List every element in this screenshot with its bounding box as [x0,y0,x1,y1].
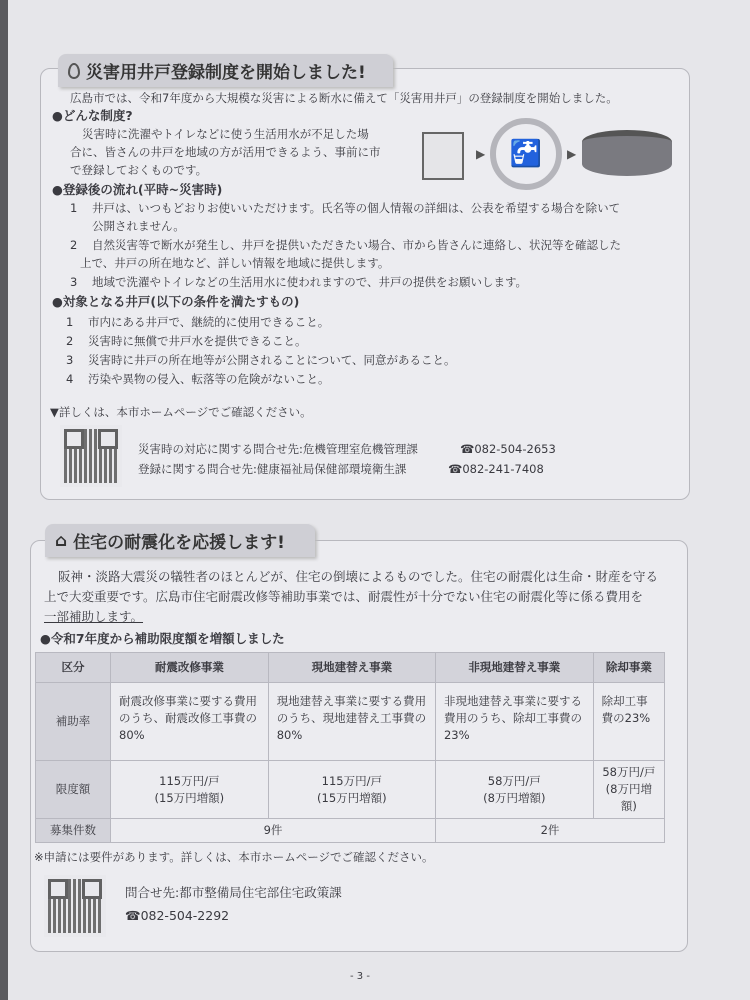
house-illustration [422,132,464,180]
list-item: 自然災害等で断水が発生し、井戸を提供いただきたい場合、市から皆さんに連絡し、状況等を確認した [92,238,621,252]
list-item: 市内にある井戸で、継続的に使用できること。 [88,315,330,329]
contact-label: 問合せ先:都市整備局住宅部住宅政策課 [125,885,342,900]
contact-label: 災害時の対応に関する問合せ先:危機管理室危機管理課 [138,442,418,456]
list-item: 汚染や異物の侵入、転落等の危険がないこと。 [88,372,330,386]
house-icon: ⌂ [55,530,68,551]
list-number: 2 [66,334,74,348]
table-cell: 9件 [111,819,436,843]
list-number: 3 [66,353,74,367]
table-cell [593,761,664,819]
table-cell [111,761,269,819]
table-cell: 非現地建替え事業に要する費用のうち、除却工事費の23% [435,683,593,761]
list-number: 4 [66,372,74,386]
list-number: 1 [70,201,78,215]
row-header: 募集件数 [36,819,111,843]
section-title: 災害用井戸登録制度を開始しました! [86,63,366,83]
limit-amount: 58万円/戸 [487,773,541,788]
limit-increase: (8万円増額) [483,790,546,805]
column-header: 区分 [36,653,111,683]
sub-heading: ●令和7年度から補助限度額を増額しました [40,631,285,646]
table-cell: 除却工事費の23% [593,683,664,761]
row-header: 限度額 [36,761,111,819]
table-row [36,683,665,761]
what-text: で登録しておくものです。 [70,163,208,177]
limit-amount: 115万円/戸 [321,773,382,788]
qr-code[interactable] [60,425,122,487]
table-cell [435,761,593,819]
list-item: 災害時に井戸の所在地等が公開されることについて、同意があること。 [88,353,456,367]
table-cell: 2件 [435,819,664,843]
table-cell: 現地建替え事業に要する費用のうち、現地建替え工事費の80% [268,683,435,761]
intro-text: 広島市では、令和7年度から大規模な災害による断水に備えて「災害用井戸」の登録制度を開始しました。 [70,91,618,105]
water-drop-icon [68,63,80,79]
body-text: 一部補助します。 [44,609,144,624]
arrow-icon: ▶ [476,147,486,161]
qr-code[interactable] [44,875,106,937]
application-note: ※申請には要件があります。詳しくは、本市ホームページでご確認ください。 [34,850,434,864]
list-number: 2 [70,238,78,252]
subsidy-table [35,652,665,843]
list-item: 地域で洗濯やトイレなどの生活用水に使われますので、井戸の提供をお願いします。 [92,275,528,289]
section-title: 住宅の耐震化を応援します! [73,533,285,553]
list-item: 井戸は、いつもどおりお使いいただけます。氏名等の個人情報の詳細は、公表を希望する場合を除いて [92,201,621,215]
details-link[interactable]: ▼詳しくは、本市ホームページでご確認ください。 [50,405,312,419]
contact-phone: ☎082-504-2292 [125,908,230,923]
table-header-row [36,653,665,683]
list-number: 1 [66,315,74,329]
column-header: 現地建替え事業 [268,653,435,683]
row-header: 補助率 [36,683,111,761]
earthquake-retrofit-title [45,524,315,557]
well-icon [582,130,672,176]
contact-label: 登録に関する問合せ先:健康福祉局保健部環境衛生課 [138,462,407,476]
table-cell: 耐震改修事業に要する費用のうち、耐震改修工事費の80% [111,683,269,761]
what-text: 合に、皆さんの井戸を地域の方が活用できるよう、事前に市 [70,145,381,159]
list-number: 3 [70,275,78,289]
table-row [36,819,665,843]
limit-increase: (8万円増額) [605,782,652,813]
column-header: 非現地建替え事業 [435,653,593,683]
list-item: 災害時に無償で井戸水を提供できること。 [88,334,307,348]
column-header: 耐震改修事業 [111,653,269,683]
column-header: 除却事業 [593,653,664,683]
well-registration-title [58,54,393,87]
table-row [36,761,665,819]
what-heading: ●どんな制度? [52,108,133,123]
limit-increase: (15万円増額) [317,790,387,805]
contact-phone: ☎082-504-2653 [460,442,556,456]
list-item: 上で、井戸の所在地など、詳しい情報を地域に提供します。 [80,256,390,270]
arrow-icon: ▶ [567,147,577,161]
limit-amount: 58万円/戸 [602,765,656,779]
contact-phone: ☎082-241-7408 [448,462,544,476]
page-number: - 3 - [350,971,370,982]
body-text: 上で大変重要です。広島市住宅耐震改修等補助事業では、耐震性が十分でない住宅の耐震化等に係る費用を [44,589,644,604]
target-heading: ●対象となる井戸(以下の条件を満たすもの) [52,294,300,309]
flow-heading: ●登録後の流れ(平時~災害時) [52,182,223,197]
table-cell [268,761,435,819]
no-water-faucet-icon: 🚰 [490,118,562,190]
what-text: 災害時に洗濯やトイレなどに使う生活用水が不足した場 [82,127,369,141]
body-text: 阪神・淡路大震災の犠牲者のほとんどが、住宅の倒壊によるものでした。住宅の耐震化は生命・財産を守る [58,569,659,584]
limit-increase: (15万円増額) [154,790,225,805]
list-item: 公開されません。 [92,219,185,233]
limit-amount: 115万円/戸 [159,773,220,788]
